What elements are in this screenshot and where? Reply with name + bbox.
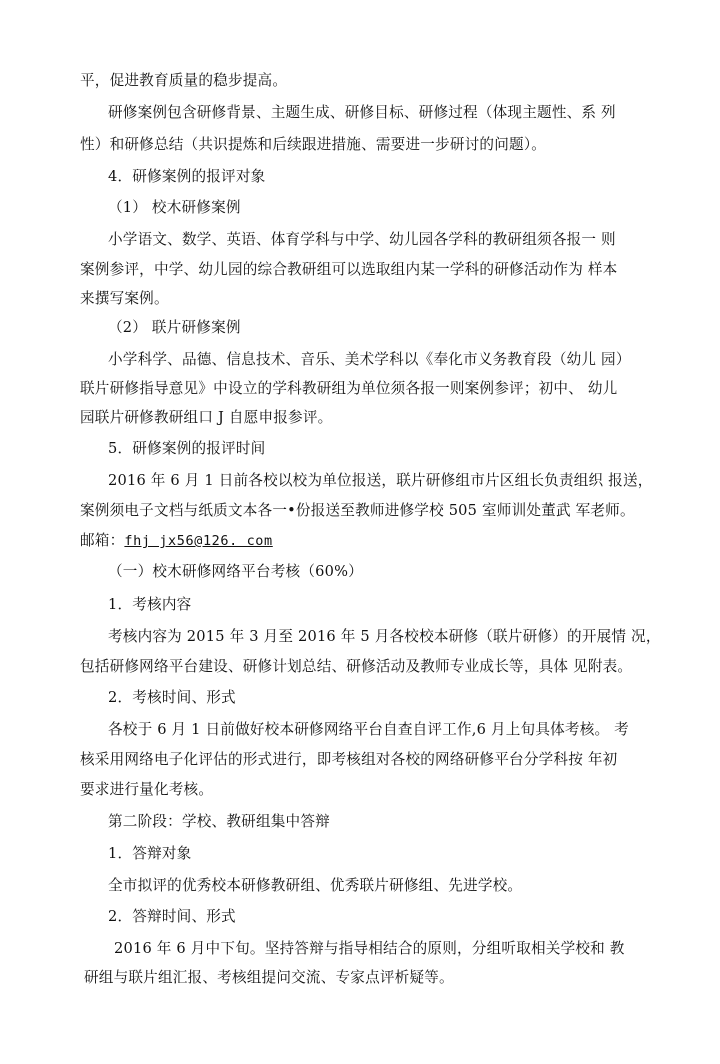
text-line-3: 性）和研修总结（共识提炼和后续跟进措施、需要进一步研讨的问题）。 — [80, 136, 547, 153]
section-heading-5: 5．研修案例的报评时间 — [108, 440, 266, 457]
text-line-10: 小学科学、品德、信息技术、音乐、美术学科以《奉化市义务教育段（幼儿 园） — [108, 351, 631, 368]
text-line-2: 研修案例包含研修背景、主题生成、研修目标、研修过程（体现主题性、系 列 — [108, 104, 616, 121]
text-line-24: 要求进行量化考核。 — [80, 781, 214, 798]
text-line-27: 全市拟评的优秀校本研修教研组、优秀联片研修组、先进学校。 — [108, 877, 523, 894]
item-heading-defense-time: 2．答辩时间、形式 — [108, 908, 236, 925]
text-line-14: 2016 年 6 月 1 日前各校以校为单位报送，联片研修组市片区组长负责组织 报送， — [108, 472, 653, 489]
text-line-20: 包括研修网络平台建设、研修计划总结、研修活动及教师专业成长等，具体 见附表。 — [80, 658, 633, 675]
email-link[interactable]: fhj jx56@126. com — [124, 533, 273, 549]
text-line-15: 案例须电子文档与纸质文本各一•份报送至教师进修学校 505 室师训处董武 军老师。 — [80, 502, 635, 519]
section-heading-4: 4．研修案例的报评对象 — [108, 168, 266, 185]
email-line — [80, 531, 273, 551]
text-line-1: 平，促进教育质量的稳步提高。 — [80, 72, 288, 89]
text-line-7: 案例参评，中学、幼儿园的综合教研组可以选取组内某一学科的研修活动作为 样本 — [80, 261, 618, 278]
text-line-22: 各校于 6 月 1 日前做好校本研修网络平台自查自评工作,6 月上旬具体考核。 考 — [108, 721, 629, 738]
item-heading-content: 1．考核内容 — [108, 596, 192, 613]
subheading-2: （2） 联片研修案例 — [108, 319, 241, 336]
section-heading-platform: （一）校木研修网络平台考核（60%） — [108, 563, 363, 580]
text-line-6: 小学语文、数学、英语、体育学科与中学、幼儿园各学科的教研组须各报一 则 — [108, 231, 616, 248]
text-line-19: 考核内容为 2015 年 3 月至 2016 年 5 月各校校本研修（联片研修）的开展情 况， — [108, 628, 661, 645]
text-line-29: 2016 年 6 月中下旬。坚持答辩与指导相结合的原则，分组听取相关学校和 教 — [114, 940, 625, 957]
item-heading-time: 2．考核时间、形式 — [108, 689, 236, 706]
text-line-23: 核采用网络电子化评估的形式进行，即考核组对各校的网络研修平台分学科按 年初 — [80, 751, 618, 768]
email-label: 邮箱： — [80, 532, 125, 549]
subheading-1: （1） 校木研修案例 — [108, 199, 241, 216]
item-heading-target: 1．答辩对象 — [108, 845, 192, 862]
text-line-8: 来撰写案例。 — [80, 290, 169, 307]
text-line-11: 联片研修指导意见》中设立的学科教研组为单位须各报一则案例参评；初中、 幼儿 — [80, 380, 618, 397]
text-line-12: 园联片研修教研组口 J 自愿申报参评。 — [80, 409, 333, 426]
stage-heading: 第二阶段：学校、教研组集中答辩 — [108, 813, 330, 830]
text-line-30: 研组与联片组汇报、考核组提问交流、专家点评析疑等。 — [84, 969, 454, 986]
